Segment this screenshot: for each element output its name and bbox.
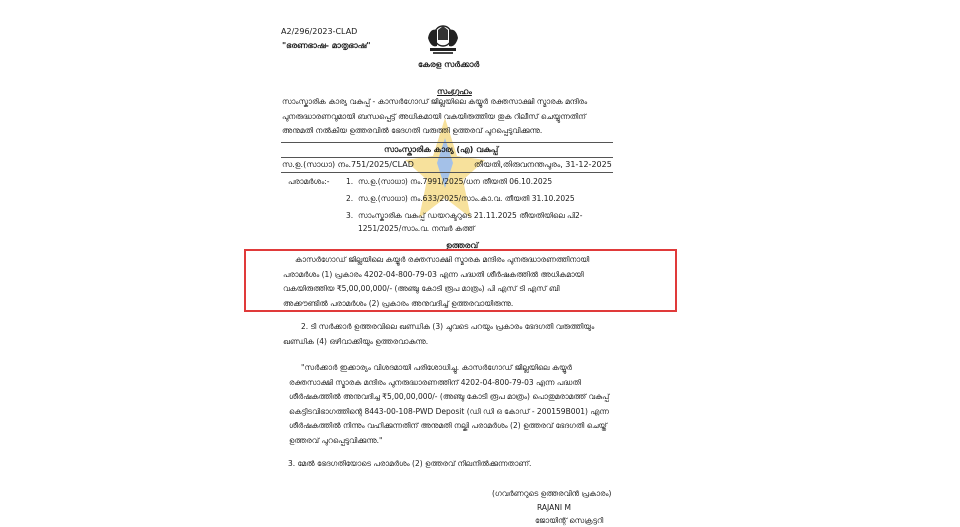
reference-2-text: സ.ഉ.(സാധാ) നം.633/2025/സാം.കാ.വ. തീയതി 31.10.2025 (358, 194, 575, 203)
reference-number: A2/296/2023-CLAD (281, 27, 358, 36)
divider-top (281, 142, 613, 143)
quote-line: കെട്ടിടവിഭാഗത്തിന്റെ 8443-00-108-PWD Deposit (ഡി ഡി ഒ കോഡ് - 200159B001) എന്ന (289, 406, 609, 416)
references-label: പരാമർശം:- (288, 177, 330, 186)
reference-3-text-cont: 1251/2025/സാം.വ. നമ്പർ കത്ത് (358, 224, 475, 233)
summary-line: സാംസ്കാരിക കാര്യ വകുപ്പ് - കാസർഗോഡ് ജില്ലയിലെ കയ്യൂർ രക്തസാക്ഷി സ്മാരക മന്ദിരം (282, 97, 588, 106)
order-date: തീയതി,തിരുവനന്തപുരം, 31-12-2025 (474, 160, 612, 169)
by-order-of-governor: (ഗവർണറുടെ ഉത്തരവിൻ പ്രകാരം) (492, 489, 612, 498)
divider-middle (281, 157, 613, 158)
reference-1-text: സ.ഉ.(സാധാ) നം.7991/2025/ധന തീയതി 06.10.2025 (358, 177, 553, 186)
paragraph-line: കാസർഗോഡ് ജില്ലയിലെ കയ്യൂർ രക്തസാക്ഷി സ്മാരക മന്ദിരം പുനരുദ്ധാരണത്തിനായി (295, 255, 590, 264)
summary-text (282, 95, 587, 139)
summary-line: അനുമതി നൽകിയ ഉത്തരവിൽ ഭേദഗതി വരുത്തി ഉത്തരവ് പുറപ്പെടുവിക്കുന്നു. (282, 126, 543, 136)
paragraph-line: വകയിരുത്തിയ ₹5,00,00,000/- (അഞ്ചു കോടി രൂപ മാത്രം) പി എസ് ടി എസ് ബി (283, 284, 560, 294)
government-name: കേരള സർക്കാർ (418, 60, 480, 69)
paragraph-line: പരാമർശം (1) പ്രകാരം 4202-04-800-79-03 എന്ന പദ്ധതി ശീർഷകത്തിൽ അധികമായി (283, 269, 584, 279)
signatory-designation: ജോയിന്റ് സെക്രട്ടറി (535, 516, 604, 525)
quote-line: ഉത്തരവ് പുറപ്പെടുവിക്കുന്നു." (289, 435, 383, 445)
reference-3-num: 3. (346, 211, 354, 220)
paragraph-line: 2. ടി സർക്കാർ ഉത്തരവിലെ ഖണ്ഡിക (3) ചുവടെ പറയും പ്രകാരം ഭേദഗതി വരുത്തിയും (301, 322, 595, 331)
motto: "ഭരണഭാഷ- മാതൃഭാഷ" (282, 41, 371, 50)
summary-line: പുനരുദ്ധാരണവുമായി ബന്ധപ്പെട്ട് അധികമായി വകയിരുത്തിയ തുക റിലീസ് ചെയ്യുന്നതിന് (282, 111, 586, 121)
summary-heading: സംഗ്രഹം (437, 87, 472, 96)
order-paragraph-2 (283, 320, 594, 349)
reference-2-num: 2. (346, 194, 354, 203)
paragraph-line: അക്കൗണ്ടിൽ പരാമർശം (2) പ്രകാരം അനുവദിച്ച് ഉത്തരവായിരുന്നു. (283, 298, 514, 308)
order-heading: ഉത്തരവ് (446, 241, 479, 250)
reference-1-num: 1. (346, 177, 354, 186)
order-paragraph-3: 3. മേൽ ഭേദഗതിയോടെ പരാമർശം (2) ഉത്തരവ് നിലനിൽക്കുന്നതാണ്. (288, 459, 532, 468)
order-number: സ.ഉ.(സാധാ) നം.751/2025/CLAD (282, 160, 414, 169)
quote-line: ശീർഷകത്തിൽ അനുവദിച്ച ₹5,00,00,000/- (അഞ്ചു കോടി രൂപ മാത്രം) പൊതുമരാമത്ത് വകുപ്പ് (289, 392, 610, 402)
quote-line: രക്തസാക്ഷി സ്മാരക മന്ദിരം പുനരുദ്ധാരണത്തിന് 4202-04-800-79-03 എന്ന പദ്ധതി (289, 377, 581, 387)
quoted-amendment (289, 361, 609, 449)
order-paragraph-1 (283, 253, 589, 311)
kerala-emblem-icon (425, 22, 461, 56)
divider-bottom (281, 172, 613, 173)
department-name: സാംസ്കാരിക കാര്യ (എ) വകുപ്പ് (384, 145, 499, 154)
paragraph-line: ഖണ്ഡിക (4) ഒഴിവാക്കിയും ഉത്തരവാകുന്നു. (283, 336, 429, 346)
reference-3-text: സാംസ്കാരിക വകുപ്പ് ഡയറക്ടറുടെ 21.11.2025 തീയതിയിലെ പി2- (358, 211, 583, 220)
quote-line: ശീർഷകത്തിൽ നിന്നും വഹിക്കുന്നതിന് അനുമതി നല്കി പരാമർശം (2) ഉത്തരവ് ഭേദഗതി ചെയ്ത് (289, 421, 607, 431)
quote-line: "സർക്കാർ ഇക്കാര്യം വിശദമായി പരിശോധിച്ചു. കാസർഗോഡ് ജില്ലയിലെ കയ്യൂർ (301, 363, 572, 372)
signatory-name: RAJANI M (537, 503, 571, 512)
